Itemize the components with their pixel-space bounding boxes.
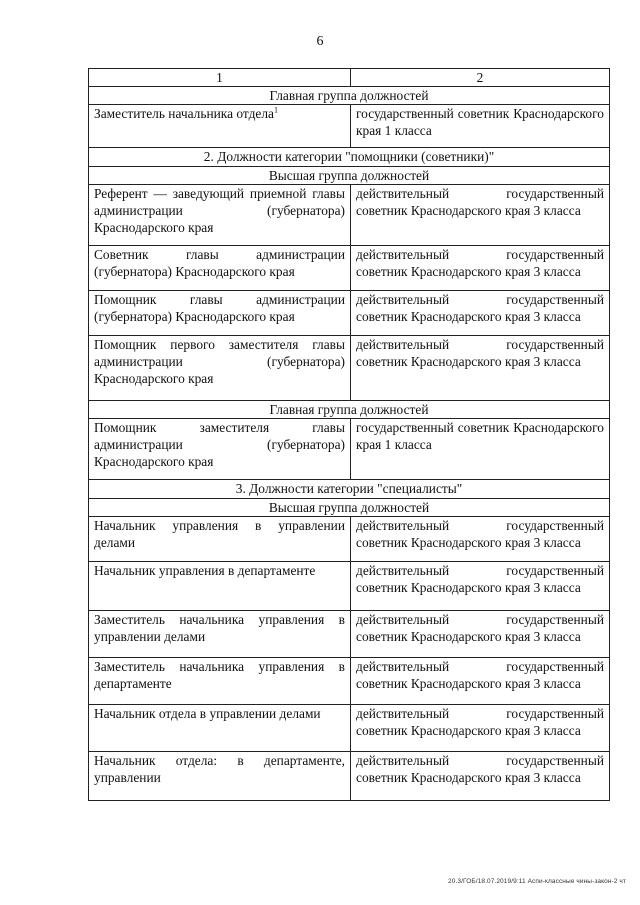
position-cell	[89, 185, 351, 246]
column-number-2: 2	[351, 69, 610, 87]
class-rank-cell: действительный государственный советник Краснодарского края 3 класса	[351, 611, 610, 658]
table-row	[89, 658, 610, 705]
position-cell	[89, 752, 351, 801]
class-rank-cell: действительный государственный советник Краснодарского края 3 класса	[351, 752, 610, 801]
table-row	[89, 752, 610, 801]
group-header-row	[89, 401, 610, 419]
group-header: Главная группа должностей	[89, 87, 610, 105]
position-cell	[89, 246, 351, 291]
position-cell	[89, 562, 351, 611]
class-rank-cell: действительный государственный советник Краснодарского края 3 класса	[351, 562, 610, 611]
position-title: Помощник заместителя главы администрации (губернатора) Краснодарского края	[94, 420, 345, 469]
table-row	[89, 185, 610, 246]
column-number-row	[89, 69, 610, 87]
class-rank-cell: действительный государственный советник Краснодарского края 3 класса	[351, 185, 610, 246]
class-rank-cell: действительный государственный советник Краснодарского края 3 класса	[351, 246, 610, 291]
position-title: Начальник отдела: в департаменте, управлении	[94, 753, 345, 785]
position-title: Заместитель начальника управления в управлении делами	[94, 612, 345, 644]
section-header: 2. Должности категории "помощники (советники)"	[89, 148, 610, 167]
class-rank-cell: действительный государственный советник Краснодарского края 3 класса	[351, 291, 610, 336]
position-title: Референт — заведующий приемной главы администрации (губернатора) Краснодарского края	[94, 186, 345, 235]
position-title: Начальник управления в департаменте	[94, 563, 316, 578]
group-header: Высшая группа должностей	[89, 499, 610, 517]
position-title: Советник главы администрации (губернатора) Краснодарского края	[94, 247, 345, 279]
section-header: 3. Должности категории "специалисты"	[89, 480, 610, 499]
class-rank-cell: государственный советник Краснодарского края 1 класса	[351, 105, 610, 148]
position-cell	[89, 105, 351, 148]
class-rank-cell: государственный советник Краснодарского края 1 класса	[351, 419, 610, 480]
section-header-row	[89, 480, 610, 499]
table-row	[89, 705, 610, 752]
table-row	[89, 246, 610, 291]
group-header: Высшая группа должностей	[89, 167, 610, 185]
table-row	[89, 517, 610, 562]
position-cell	[89, 419, 351, 480]
table-row	[89, 419, 610, 480]
group-header-row	[89, 167, 610, 185]
position-title: Начальник отдела в управлении делами	[94, 706, 321, 721]
position-cell	[89, 658, 351, 705]
group-header-row	[89, 87, 610, 105]
group-header: Главная группа должностей	[89, 401, 610, 419]
position-title: Заместитель начальника управления в департаменте	[94, 659, 345, 691]
class-rank-cell: действительный государственный советник Краснодарского края 3 класса	[351, 658, 610, 705]
document-footer: 20.3/ГОБ/18.07.2019/9:11 Аспи-классные чины-закон-2 чт	[448, 878, 626, 885]
table-row	[89, 291, 610, 336]
table-row	[89, 611, 610, 658]
position-cell	[89, 291, 351, 336]
table-row	[89, 336, 610, 401]
position-cell	[89, 705, 351, 752]
group-header-row	[89, 499, 610, 517]
position-cell	[89, 336, 351, 401]
class-rank-cell: действительный государственный советник Краснодарского края 3 класса	[351, 705, 610, 752]
position-cell	[89, 611, 351, 658]
table-row	[89, 562, 610, 611]
section-header-row	[89, 148, 610, 167]
table-row	[89, 105, 610, 148]
class-rank-cell: действительный государственный советник Краснодарского края 3 класса	[351, 336, 610, 401]
position-title: Заместитель начальника отдела	[94, 106, 274, 121]
column-number-1: 1	[89, 69, 351, 87]
page-number: 6	[316, 34, 324, 49]
positions-table	[88, 68, 610, 801]
footnote-marker: 1	[273, 105, 278, 115]
position-title: Начальник управления в управлении делами	[94, 518, 345, 550]
position-cell	[89, 517, 351, 562]
position-title: Помощник главы администрации (губернатора) Краснодарского края	[94, 292, 345, 324]
class-rank-cell: действительный государственный советник Краснодарского края 3 класса	[351, 517, 610, 562]
position-title: Помощник первого заместителя главы администрации (губернатора) Краснодарского края	[94, 337, 345, 386]
